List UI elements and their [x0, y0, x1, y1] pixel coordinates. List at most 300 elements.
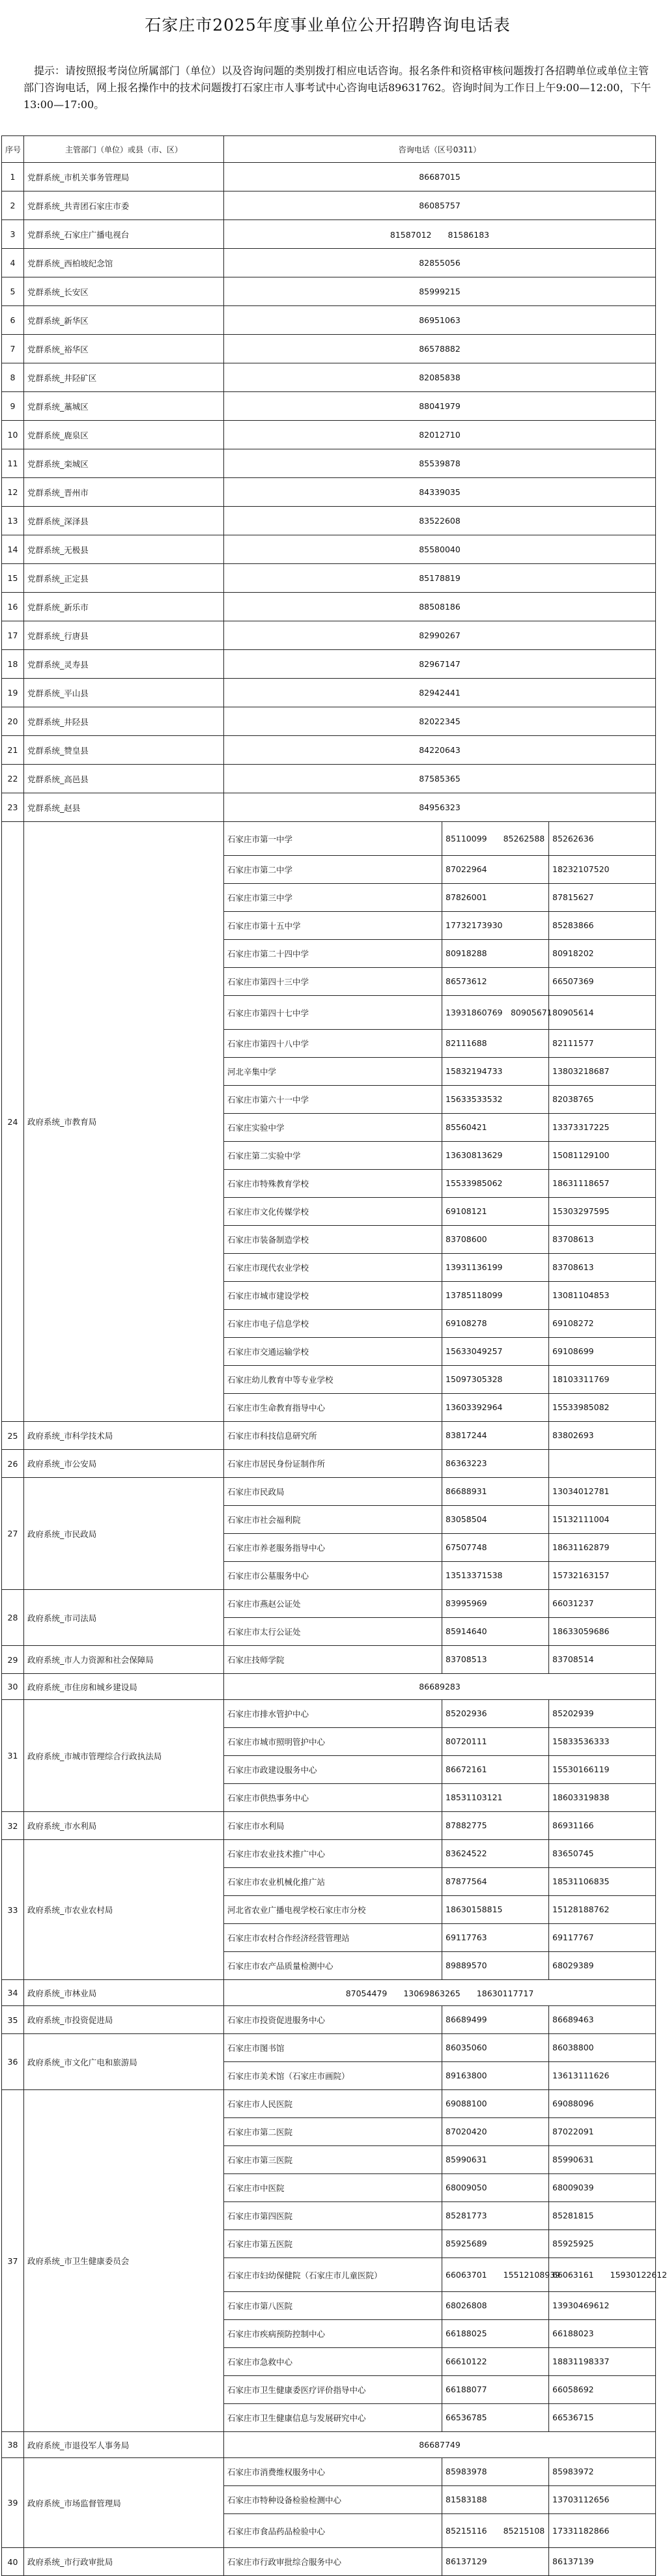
row-seq: 14 — [2, 535, 24, 564]
sub-unit-name: 石家庄市居民身份证制作所 — [224, 1450, 442, 1478]
sub-unit-phone-1: 85281773 — [442, 2202, 549, 2230]
table-row — [2, 564, 656, 593]
sub-unit-phone-1: 18630158815 — [442, 1896, 549, 1924]
sub-unit-phone-2: 69108272 — [549, 1310, 656, 1338]
table-row — [2, 163, 656, 191]
row-dept: 党群系统_共青团石家庄市委 — [24, 191, 224, 220]
sub-unit-phone-2: 15132111004 — [549, 1506, 656, 1534]
row-dept: 政府系统_市农业农村局 — [24, 1840, 224, 1980]
sub-unit-phone-1: 66188025 — [442, 2320, 549, 2348]
table-row — [2, 707, 656, 736]
row-dept: 党群系统_西柏坡纪念馆 — [24, 249, 224, 277]
sub-unit-phone-2: 66058692 — [549, 2376, 656, 2404]
sub-unit-name: 石家庄市卫生健康委医疗评价指导中心 — [224, 2376, 442, 2404]
sub-unit-name: 石家庄市太行公证处 — [224, 1618, 442, 1646]
sub-unit-phone-1: 86035060 — [442, 2034, 549, 2062]
row-phone: 82012710 — [224, 421, 656, 449]
row-phone: 87585365 — [224, 765, 656, 793]
row-dept: 党群系统_高邑县 — [24, 765, 224, 793]
table-row — [2, 535, 656, 564]
row-seq: 24 — [2, 822, 24, 1422]
row-dept: 政府系统_市人力资源和社会保障局 — [24, 1646, 224, 1674]
row-dept: 党群系统_平山县 — [24, 679, 224, 707]
sub-unit-phone-1: 15832194733 — [442, 1058, 549, 1086]
row-phone: 82022345 — [224, 707, 656, 736]
row-seq: 10 — [2, 421, 24, 449]
row-dept: 政府系统_市文化广电和旅游局 — [24, 2034, 224, 2090]
sub-unit-phone-2: 69108699 — [549, 1338, 656, 1366]
sub-unit-phone-2: 18531106835 — [549, 1868, 656, 1896]
sub-unit-phone-2: 85925925 — [549, 2230, 656, 2258]
sub-unit-name: 石家庄技师学院 — [224, 1646, 442, 1674]
sub-unit-phone-1: 13931136199 — [442, 1254, 549, 1282]
row-seq: 3 — [2, 220, 24, 249]
row-phone: 82942441 — [224, 679, 656, 707]
sub-unit-phone-1: 86689499 — [442, 2006, 549, 2034]
row-dept: 政府系统_市住房和城乡建设局 — [24, 1674, 224, 1700]
row-seq: 28 — [2, 1590, 24, 1646]
header-phone: 咨询电话（区号0311） — [224, 136, 656, 163]
row-phone: 82085838 — [224, 363, 656, 392]
sub-unit-name: 石家庄市投资促进服务中心 — [224, 2006, 442, 2034]
sub-unit-name: 石家庄市第二十四中学 — [224, 940, 442, 968]
sub-unit-phone-2: 15533985082 — [549, 1394, 656, 1422]
sub-unit-phone-2: 13703112656 — [549, 2486, 656, 2514]
table-row — [2, 593, 656, 621]
page-title: 石家庄市2025年度事业单位公开招聘咨询电话表 — [145, 16, 511, 35]
sub-unit-name: 石家庄市装备制造学校 — [224, 1226, 442, 1254]
row-seq: 5 — [2, 277, 24, 306]
sub-unit-phone-1: 85990631 — [442, 2146, 549, 2174]
sub-unit-name: 石家庄市妇幼保健院（石家庄市儿童医院） — [224, 2258, 442, 2292]
row-phone: 83522608 — [224, 507, 656, 535]
sub-unit-phone-1: 69117763 — [442, 1924, 549, 1952]
sub-unit-name: 石家庄市养老服务指导中心 — [224, 1534, 442, 1562]
sub-unit-phone-1: 15533985062 — [442, 1170, 549, 1198]
sub-unit-phone-1: 87882775 — [442, 1812, 549, 1840]
table-row — [2, 1980, 656, 2006]
row-phone: 82967147 — [224, 650, 656, 679]
sub-unit-phone-2: 13803218687 — [549, 1058, 656, 1086]
sub-unit-name: 石家庄市第四十八中学 — [224, 1030, 442, 1058]
row-seq: 6 — [2, 306, 24, 335]
row-dept: 政府系统_市退役军人事务局 — [24, 2432, 224, 2458]
sub-unit-name: 石家庄市消费维权服务中心 — [224, 2458, 442, 2486]
sub-unit-name: 石家庄市图书馆 — [224, 2034, 442, 2062]
table-row — [2, 335, 656, 363]
row-phone: 82990267 — [224, 621, 656, 650]
sub-unit-phone-2: 18232107520 — [549, 856, 656, 884]
sub-unit-name: 石家庄市卫生健康信息与发展研究中心 — [224, 2404, 442, 2432]
sub-unit-phone-2: 69088096 — [549, 2090, 656, 2118]
sub-unit-phone-1: 66610122 — [442, 2348, 549, 2376]
sub-unit-phone-1: 13630813629 — [442, 1142, 549, 1170]
sub-unit-phone-2: 13373317225 — [549, 1114, 656, 1142]
sub-unit-phone-1: 83624522 — [442, 1840, 549, 1868]
sub-unit-name: 石家庄市现代农业学校 — [224, 1254, 442, 1282]
sub-unit-name: 石家庄市科技信息研究所 — [224, 1422, 442, 1450]
sub-unit-phone-1: 85110099 85262588 — [442, 822, 549, 856]
sub-unit-name: 石家庄市特种设备检验检测中心 — [224, 2486, 442, 2514]
row-dept: 党群系统_无极县 — [24, 535, 224, 564]
sub-unit-phone-2: 17331182866 — [549, 2514, 656, 2548]
sub-unit-phone-2: 18631162879 — [549, 1534, 656, 1562]
sub-unit-phone-1: 83817244 — [442, 1422, 549, 1450]
sub-unit-phone-2: 82038765 — [549, 1086, 656, 1114]
row-phone: 86085757 — [224, 191, 656, 220]
sub-unit-phone-2: 66536715 — [549, 2404, 656, 2432]
row-seq: 36 — [2, 2034, 24, 2090]
table-row — [2, 621, 656, 650]
sub-unit-phone-1: 15633049257 — [442, 1338, 549, 1366]
sub-unit-phone-2: 82111577 — [549, 1030, 656, 1058]
row-seq: 12 — [2, 478, 24, 507]
sub-unit-phone-2: 86038800 — [549, 2034, 656, 2062]
row-seq: 27 — [2, 1478, 24, 1590]
sub-unit-phone-1: 86672161 — [442, 1756, 549, 1784]
sub-unit-phone-1: 87877564 — [442, 1868, 549, 1896]
table-row — [2, 1422, 656, 1450]
row-dept: 党群系统_赞皇县 — [24, 736, 224, 765]
table-row — [2, 2548, 656, 2576]
sub-unit-name: 石家庄市文化传媒学校 — [224, 1198, 442, 1226]
sub-unit-phone-2: 85283866 — [549, 912, 656, 940]
sub-unit-name: 石家庄市特殊教育学校 — [224, 1170, 442, 1198]
row-seq: 34 — [2, 1980, 24, 2006]
row-phone: 85539878 — [224, 449, 656, 478]
table-row — [2, 421, 656, 449]
row-seq: 8 — [2, 363, 24, 392]
table-row — [2, 822, 656, 856]
sub-unit-phone-1: 82111688 — [442, 1030, 549, 1058]
sub-unit-phone-1: 66063701 15512108939 — [442, 2258, 549, 2292]
table-row — [2, 478, 656, 507]
sub-unit-phone-1: 18531103121 — [442, 1784, 549, 1812]
table-row — [2, 2458, 656, 2486]
sub-unit-name: 石家庄市水利局 — [224, 1812, 442, 1840]
row-dept: 党群系统_鹿泉区 — [24, 421, 224, 449]
row-dept: 党群系统_石家庄广播电视台 — [24, 220, 224, 249]
table-row — [2, 277, 656, 306]
sub-unit-phone-2: 69117767 — [549, 1924, 656, 1952]
table-row — [2, 249, 656, 277]
sub-unit-phone-1: 13785118099 — [442, 1282, 549, 1310]
sub-unit-phone-1: 15097305328 — [442, 1366, 549, 1394]
sub-unit-phone-1: 85560421 — [442, 1114, 549, 1142]
table-row — [2, 363, 656, 392]
sub-unit-phone-2: 80905614 — [549, 996, 656, 1030]
sub-unit-phone-2: 18603319838 — [549, 1784, 656, 1812]
sub-unit-phone-1: 67507748 — [442, 1534, 549, 1562]
row-seq: 13 — [2, 507, 24, 535]
row-seq: 19 — [2, 679, 24, 707]
row-dept: 政府系统_市卫生健康委员会 — [24, 2090, 224, 2432]
row-seq: 31 — [2, 1700, 24, 1812]
sub-unit-name: 石家庄市第二中学 — [224, 856, 442, 884]
row-seq: 37 — [2, 2090, 24, 2432]
sub-unit-phone-2: 86931166 — [549, 1812, 656, 1840]
row-seq: 7 — [2, 335, 24, 363]
sub-unit-phone-1: 15633533532 — [442, 1086, 549, 1114]
sub-unit-name: 石家庄市行政审批综合服务中心 — [224, 2548, 442, 2576]
sub-unit-name: 石家庄市政建设服务中心 — [224, 1756, 442, 1784]
sub-unit-phone-1: 83058504 — [442, 1506, 549, 1534]
row-dept: 政府系统_市林业局 — [24, 1980, 224, 2006]
sub-unit-name: 石家庄市供热事务中心 — [224, 1784, 442, 1812]
sub-unit-phone-2: 66507369 — [549, 968, 656, 996]
row-dept: 党群系统_藁城区 — [24, 392, 224, 421]
table-row — [2, 191, 656, 220]
row-seq: 23 — [2, 793, 24, 822]
row-phone: 88508186 — [224, 593, 656, 621]
sub-unit-phone-2: 18631118657 — [549, 1170, 656, 1198]
sub-unit-phone-2: 85202939 — [549, 1700, 656, 1728]
sub-unit-phone-1: 85914640 — [442, 1618, 549, 1646]
row-seq: 40 — [2, 2548, 24, 2576]
row-dept: 政府系统_市民政局 — [24, 1478, 224, 1590]
row-dept: 政府系统_市教育局 — [24, 822, 224, 1422]
sub-unit-name: 石家庄市第三医院 — [224, 2146, 442, 2174]
sub-unit-name: 石家庄市第四医院 — [224, 2202, 442, 2230]
sub-unit-phone-2: 85262636 — [549, 822, 656, 856]
row-dept: 党群系统_深泽县 — [24, 507, 224, 535]
sub-unit-phone-2 — [549, 1450, 656, 1478]
sub-unit-phone-1: 87022964 — [442, 856, 549, 884]
table-row — [2, 2034, 656, 2062]
row-dept: 党群系统_赵县 — [24, 793, 224, 822]
sub-unit-phone-2: 13034012781 — [549, 1478, 656, 1506]
sub-unit-phone-2: 13613111626 — [549, 2062, 656, 2090]
sub-unit-phone-2: 85983972 — [549, 2458, 656, 2486]
sub-unit-phone-1: 66536785 — [442, 2404, 549, 2432]
sub-unit-phone-2: 15303297595 — [549, 1198, 656, 1226]
row-seq: 22 — [2, 765, 24, 793]
sub-unit-phone-2: 18831198337 — [549, 2348, 656, 2376]
sub-unit-phone-2: 83708613 — [549, 1226, 656, 1254]
table-row — [2, 1812, 656, 1840]
row-seq: 20 — [2, 707, 24, 736]
sub-unit-phone-1: 85215116 85215108 — [442, 2514, 549, 2548]
table-row — [2, 220, 656, 249]
table-row — [2, 1840, 656, 1868]
phone-table — [1, 135, 667, 2576]
sub-unit-name: 石家庄市疾病预防控制中心 — [224, 2320, 442, 2348]
sub-unit-name: 石家庄市美术馆（石家庄市画院） — [224, 2062, 442, 2090]
row-dept: 政府系统_市行政审批局 — [24, 2548, 224, 2576]
notice-text: 提示：请按照报考岗位所属部门（单位）以及咨询问题的类别拨打相应电话咨询。报名条件和资格审核问题拨打各招聘单位或单位主管部门咨询电话，网上报名操作中的技术问题拨打石家庄市人事考试中心咨询电话89631762。咨询时间为工作日上午9:00—12:00，下午13:00—17:00。 — [23, 64, 651, 111]
table-row — [2, 392, 656, 421]
sub-unit-name: 石家庄市人民医院 — [224, 2090, 442, 2118]
row-phone: 86687749 — [224, 2432, 656, 2458]
row-dept: 党群系统_灵寿县 — [24, 650, 224, 679]
sub-unit-phone-2: 15081129100 — [549, 1142, 656, 1170]
row-phone: 82855056 — [224, 249, 656, 277]
row-phone: 84220643 — [224, 736, 656, 765]
sub-unit-phone-1: 87020420 — [442, 2118, 549, 2146]
table-row — [2, 1478, 656, 1506]
table-row — [2, 2432, 656, 2458]
row-dept: 政府系统_市科学技术局 — [24, 1422, 224, 1450]
sub-unit-phone-1: 85925689 — [442, 2230, 549, 2258]
sub-unit-name: 石家庄市燕赵公证处 — [224, 1590, 442, 1618]
sub-unit-phone-2: 15833536333 — [549, 1728, 656, 1756]
sub-unit-name: 石家庄市第一中学 — [224, 822, 442, 856]
table-row — [2, 736, 656, 765]
sub-unit-name: 石家庄市农业技术推广中心 — [224, 1840, 442, 1868]
sub-unit-name: 河北省农业广播电视学校石家庄市分校 — [224, 1896, 442, 1924]
sub-unit-phone-1: 85202936 — [442, 1700, 549, 1728]
sub-unit-phone-1: 86688931 — [442, 1478, 549, 1506]
sub-unit-phone-2: 18633059686 — [549, 1618, 656, 1646]
sub-unit-phone-2: 86689463 — [549, 2006, 656, 2034]
sub-unit-phone-2: 68009039 — [549, 2174, 656, 2202]
row-seq: 9 — [2, 392, 24, 421]
sub-unit-phone-1: 66188077 — [442, 2376, 549, 2404]
row-phone: 86687015 — [224, 163, 656, 191]
row-dept: 党群系统_新乐市 — [24, 593, 224, 621]
row-seq: 4 — [2, 249, 24, 277]
header-seq: 序号 — [2, 136, 24, 163]
sub-unit-name: 石家庄市中医院 — [224, 2174, 442, 2202]
table-row — [2, 507, 656, 535]
row-phone: 85580040 — [224, 535, 656, 564]
sub-unit-phone-2: 15530166119 — [549, 1756, 656, 1784]
sub-unit-phone-2: 68029389 — [549, 1952, 656, 1980]
sub-unit-name: 石家庄市第八医院 — [224, 2292, 442, 2320]
sub-unit-phone-1: 83708600 — [442, 1226, 549, 1254]
sub-unit-phone-1: 69108278 — [442, 1310, 549, 1338]
sub-unit-phone-2: 18103311769 — [549, 1366, 656, 1394]
sub-unit-name: 石家庄市农村合作经济经营管理站 — [224, 1924, 442, 1952]
sub-unit-phone-1: 13603392964 — [442, 1394, 549, 1422]
row-phone: 85999215 — [224, 277, 656, 306]
sub-unit-phone-1: 86137129 — [442, 2548, 549, 2576]
sub-unit-name: 石家庄市第四十七中学 — [224, 996, 442, 1030]
sub-unit-phone-1: 87826001 — [442, 884, 549, 912]
sub-unit-name: 石家庄市城市建设学校 — [224, 1282, 442, 1310]
sub-unit-phone-2: 66031237 — [549, 1590, 656, 1618]
sub-unit-phone-1: 17732173930 — [442, 912, 549, 940]
row-dept: 政府系统_市司法局 — [24, 1590, 224, 1646]
row-dept: 政府系统_市水利局 — [24, 1812, 224, 1840]
sub-unit-name: 石家庄幼儿教育中等专业学校 — [224, 1366, 442, 1394]
row-phone: 85178819 — [224, 564, 656, 593]
sub-unit-name: 石家庄市社会福利院 — [224, 1506, 442, 1534]
sub-unit-name: 石家庄市第十五中学 — [224, 912, 442, 940]
sub-unit-phone-2: 13081104853 — [549, 1282, 656, 1310]
sub-unit-phone-2: 66188023 — [549, 2320, 656, 2348]
row-phone: 84956323 — [224, 793, 656, 822]
row-dept: 政府系统_市场监督管理局 — [24, 2458, 224, 2548]
sub-unit-phone-2: 80918202 — [549, 940, 656, 968]
sub-unit-phone-1: 68026808 — [442, 2292, 549, 2320]
row-phone: 84339035 — [224, 478, 656, 507]
row-dept: 党群系统_井陉县 — [24, 707, 224, 736]
row-seq: 25 — [2, 1422, 24, 1450]
row-seq: 29 — [2, 1646, 24, 1674]
sub-unit-phone-2: 83708613 — [549, 1254, 656, 1282]
sub-unit-phone-1: 89163800 — [442, 2062, 549, 2090]
table-header-row — [2, 136, 656, 163]
sub-unit-name: 石家庄市第二医院 — [224, 2118, 442, 2146]
sub-unit-name: 石家庄实验中学 — [224, 1114, 442, 1142]
row-seq: 18 — [2, 650, 24, 679]
sub-unit-name: 石家庄市农业机械化推广站 — [224, 1868, 442, 1896]
row-dept: 党群系统_新华区 — [24, 306, 224, 335]
row-seq: 16 — [2, 593, 24, 621]
sub-unit-name: 石家庄市第三中学 — [224, 884, 442, 912]
row-phone: 87054479 13069863265 18630117717 — [224, 1980, 656, 2006]
table-row — [2, 1590, 656, 1618]
table-row — [2, 1674, 656, 1700]
row-dept: 党群系统_裕华区 — [24, 335, 224, 363]
row-seq: 15 — [2, 564, 24, 593]
sub-unit-name: 石家庄市第六十一中学 — [224, 1086, 442, 1114]
sub-unit-phone-1: 68009050 — [442, 2174, 549, 2202]
sub-unit-phone-2: 66063161 15930122612 — [549, 2258, 656, 2292]
sub-unit-phone-1: 13513371538 — [442, 1562, 549, 1590]
row-phone: 88041979 — [224, 392, 656, 421]
row-dept: 党群系统_行唐县 — [24, 621, 224, 650]
sub-unit-name: 石家庄市农产品质量检测中心 — [224, 1952, 442, 1980]
header-dept: 主管部门（单位）或县（市、区） — [24, 136, 224, 163]
sub-unit-phone-1: 86363223 — [442, 1450, 549, 1478]
sub-unit-name: 石家庄市城市照明管护中心 — [224, 1728, 442, 1756]
sub-unit-name: 石家庄第二实验中学 — [224, 1142, 442, 1170]
row-phone: 86578882 — [224, 335, 656, 363]
sub-unit-phone-1: 83995969 — [442, 1590, 549, 1618]
table-row — [2, 306, 656, 335]
sub-unit-name: 石家庄市生命教育指导中心 — [224, 1394, 442, 1422]
table-row — [2, 2006, 656, 2034]
sub-unit-name: 河北辛集中学 — [224, 1058, 442, 1086]
table-row — [2, 449, 656, 478]
table-row — [2, 793, 656, 822]
sub-unit-phone-1: 85983978 — [442, 2458, 549, 2486]
sub-unit-phone-2: 86137139 — [549, 2548, 656, 2576]
row-seq: 38 — [2, 2432, 24, 2458]
sub-unit-name: 石家庄市第五医院 — [224, 2230, 442, 2258]
row-seq: 17 — [2, 621, 24, 650]
row-dept: 党群系统_市机关事务管理局 — [24, 163, 224, 191]
row-seq: 30 — [2, 1674, 24, 1700]
sub-unit-phone-2: 15128188762 — [549, 1896, 656, 1924]
table-row — [2, 679, 656, 707]
sub-unit-phone-1: 83708513 — [442, 1646, 549, 1674]
sub-unit-phone-1: 80720111 — [442, 1728, 549, 1756]
table-row — [2, 1450, 656, 1478]
sub-unit-phone-2: 87815627 — [549, 884, 656, 912]
sub-unit-name: 石家庄市急救中心 — [224, 2348, 442, 2376]
sub-unit-phone-1: 13931860769 80905671 — [442, 996, 549, 1030]
row-dept: 政府系统_市公安局 — [24, 1450, 224, 1478]
row-phone: 81587012 81586183 — [224, 220, 656, 249]
row-phone: 86689283 — [224, 1674, 656, 1700]
row-seq: 21 — [2, 736, 24, 765]
table-row — [2, 765, 656, 793]
sub-unit-name: 石家庄市交通运输学校 — [224, 1338, 442, 1366]
row-dept: 政府系统_市城市管理综合行政执法局 — [24, 1700, 224, 1812]
row-dept: 党群系统_晋州市 — [24, 478, 224, 507]
sub-unit-phone-1: 69108121 — [442, 1198, 549, 1226]
row-seq: 33 — [2, 1840, 24, 1980]
table-row — [2, 1700, 656, 1728]
row-dept: 党群系统_栾城区 — [24, 449, 224, 478]
row-seq: 11 — [2, 449, 24, 478]
row-dept: 党群系统_正定县 — [24, 564, 224, 593]
table-row — [2, 2090, 656, 2118]
sub-unit-phone-2: 87022091 — [549, 2118, 656, 2146]
